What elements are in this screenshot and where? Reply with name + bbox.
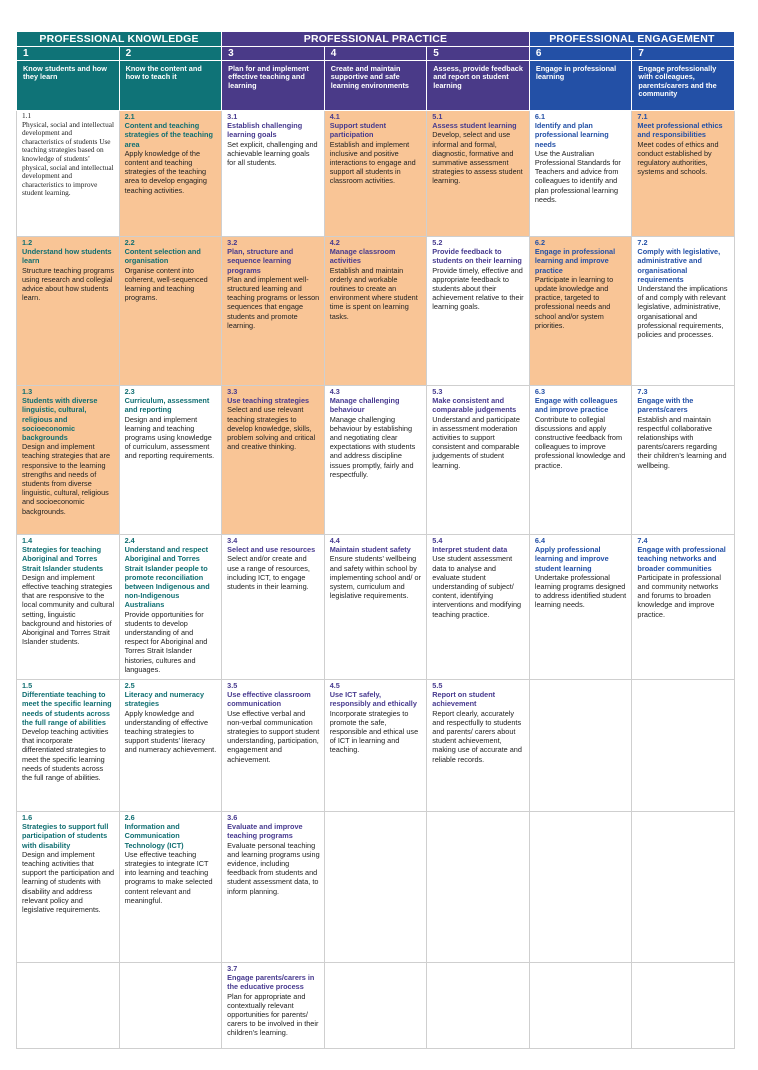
focus-cell [222,680,325,812]
focus-number: 1.1 [22,111,32,120]
empty-cell [17,963,120,1049]
focus-cell [119,680,222,812]
focus-number: 1.3 [22,387,33,396]
focus-row [17,386,735,535]
focus-cell [632,535,735,680]
focus-cell [222,812,325,963]
focus-cell [222,111,325,237]
focus-title: Content selection and organisation [124,247,201,266]
focus-cell [222,535,325,680]
focus-title: Comply with legislative, administrative and organisational requirements [637,247,721,284]
focus-title: Literacy and numeracy strategies [124,690,205,709]
focus-text: Plan for appropriate and contextually relevant opportunities for parents/ carers to be involved in their children’s learning. [227,991,319,1038]
focus-cell [324,680,427,812]
empty-cell [529,680,632,812]
focus-cell [632,237,735,386]
group-professional-practice: PROFESSIONAL PRACTICE [222,32,530,47]
focus-text: Establish and maintain respectful collaborative relationships with parents/carers regarding their children’s learning and wellbeing. [637,414,727,470]
focus-cell [324,111,427,237]
focus-text: Use effective verbal and non-verbal communication strategies to support student understanding, participation, engagement and achievement. [227,708,320,764]
focus-text: Design and implement teaching strategies that are responsive to the learning strengths and needs of students from diverse linguistic, cultural, religious and socioeconomic backgrounds. [22,442,111,516]
focus-number: 3.4 [227,536,238,545]
focus-number: 3.3 [227,387,238,396]
focus-number: 7.1 [637,112,648,121]
focus-title: Meet professional ethics and responsibilities [637,121,723,140]
focus-cell [529,111,632,237]
empty-cell [324,963,427,1049]
focus-text: Structure teaching programs using research and collegial advice about how students learn. [22,265,115,303]
focus-cell [17,386,120,535]
focus-number: 5.3 [432,387,443,396]
focus-cell [632,386,735,535]
focus-number: 3.6 [227,813,238,822]
standard-title: Engage professionally with colleagues, parents/carers and the community [632,61,735,111]
focus-row [17,963,735,1049]
standard-title-row [17,61,735,111]
focus-cell [17,680,120,812]
focus-number: 6.4 [534,536,546,545]
focus-title: Maintain student safety [329,545,411,555]
focus-text: Plan and implement well-structured learning and teaching programs or lesson sequences that engage students and promote learning. [227,274,320,330]
focus-text: Use the Australian Professional Standards for Teachers and advice from colleagues to identify and plan professional learning needs. [534,148,621,204]
standard-title: Know the content and how to teach it [119,61,222,111]
focus-title: Engage with professional teaching networks and broader communities [637,545,726,573]
standard-number: 4 [324,47,427,61]
focus-text: Understand and participate in assessment moderation activities to support consistent and comparable judgements of student learning. [432,414,520,470]
focus-title: Identify and plan professional learning needs [534,121,609,149]
focus-cell [222,386,325,535]
focus-title: Apply professional learning and improve student learning [534,545,609,573]
focus-title: Use ICT safely, responsibly and ethically [329,690,417,709]
empty-cell [632,680,735,812]
focus-number: 1.4 [22,536,33,545]
empty-cell [427,963,530,1049]
standard-number: 5 [427,47,530,61]
focus-title: Strategies to support full participation of students with disability [22,822,109,850]
focus-cell [222,963,325,1049]
focus-title: Use effective classroom communication [227,690,311,709]
focus-title: Manage challenging behaviour [329,396,400,415]
group-professional-engagement: PROFESSIONAL ENGAGEMENT [529,32,734,47]
focus-number: 2.1 [124,112,135,121]
focus-title: Students with diverse linguistic, cultural, religious and socioeconomic backgrounds [22,396,98,443]
focus-cell [529,386,632,535]
focus-text: Ensure students’ wellbeing and safety within school by implementing school and/ or system, curriculum and legislative requirements. [329,554,421,601]
focus-cell [427,535,530,680]
focus-cell [427,386,530,535]
empty-cell [632,963,735,1049]
focus-title: Strategies for teaching Aboriginal and Torres Strait Islander students [22,545,104,573]
focus-cell [427,237,530,386]
focus-text: Contribute to collegial discussions and apply constructive feedback from colleagues to improve professional knowledge and practice. [534,414,626,470]
focus-text: Establish and maintain orderly and workable routines to create an environment where student time is spent on learning tasks. [329,265,418,321]
focus-number: 3.5 [227,681,238,690]
focus-number: 7.2 [637,238,648,247]
focus-text: Provide opportunities for students to develop understanding of and respect for Aboriginal and Torres Strait Islander histories, cultures and languages. [124,609,208,674]
focus-number: 2.4 [124,536,135,545]
focus-text: Participate in learning to update knowledge and practice, targeted to professional needs and school and/or system priorities. [534,274,614,330]
focus-title: Manage classroom activities [329,247,396,266]
focus-title: Evaluate and improve teaching programs [227,822,303,841]
focus-title: Provide feedback to students on their learning [432,247,522,266]
focus-title: Establish challenging learning goals [227,121,303,140]
focus-text: Organise content into coherent, well-sequenced learning and teaching programs. [124,265,208,303]
focus-text: Apply knowledge and understanding of effective teaching strategies to support students’ literacy and numeracy achievement. [124,708,217,755]
focus-cell [119,111,222,237]
focus-number: 1.6 [22,813,33,822]
focus-number: 4.4 [329,536,340,545]
focus-title: Engage in professional learning and improve practice [534,247,616,275]
focus-title: Select and use resources [227,545,316,555]
focus-title: Engage parents/carers in the educative process [227,973,315,992]
focus-cell [17,237,120,386]
focus-cell [119,386,222,535]
standard-title: Engage in professional learning [529,61,632,111]
focus-row [17,237,735,386]
focus-cell [529,237,632,386]
empty-cell [427,812,530,963]
focus-row [17,535,735,680]
focus-title: Make consistent and comparable judgements [432,396,517,415]
focus-cell [324,386,427,535]
empty-cell [119,963,222,1049]
empty-cell [632,812,735,963]
focus-row [17,111,735,237]
standard-title: Create and maintain supportive and safe learning environments [324,61,427,111]
focus-cell [17,812,120,963]
focus-text: Develop, select and use informal and formal, diagnostic, formative and summative assessment strategies to assess student learning. [432,130,523,186]
focus-text: Undertake professional learning programs designed to address identified student learning needs. [534,572,627,610]
standard-number: 6 [529,47,632,61]
focus-cell [427,111,530,237]
focus-text: Manage challenging behaviour by establishing and negotiating clear expectations with students and address discipline issues promptly, fairly and respectfully. [329,414,416,479]
focus-text: Design and implement effective teaching strategies that are responsive to the local community and cultural setting, linguistic background and histories of Aboriginal and Torres Strait Islander students. [22,572,115,647]
focus-row [17,680,735,812]
focus-number: 5.2 [432,238,443,247]
focus-number: 5.4 [432,536,443,545]
focus-cell [119,812,222,963]
focus-text: Design and implement teaching activities that support the participation and learning of students with disability and address relevant policy and legislative requirements. [22,849,115,915]
focus-number: 5.1 [432,112,443,121]
focus-text: Select and/or create and use a range of resources, including ICT, to engage students in their learning. [227,554,310,592]
empty-cell [324,812,427,963]
focus-number: 1.2 [22,238,33,247]
focus-number: 6.1 [534,112,546,121]
focus-cell [427,680,530,812]
focus-cell [17,111,120,237]
focus-number: 2.2 [124,238,135,247]
focus-number: 3.7 [227,964,238,973]
standard-number: 2 [119,47,222,61]
focus-title: Understand and respect Aboriginal and Torres Strait Islander people to promote reconciliation between Indigenous and non-Indigenous Australians [124,545,210,610]
focus-number: 2.5 [124,681,135,690]
focus-number: 2.6 [124,813,135,822]
focus-title: Engage with the parents/carers [637,396,694,415]
focus-title: Content and teaching strategies of the teaching area [124,121,213,149]
focus-cell [324,237,427,386]
focus-cell [119,535,222,680]
focus-number: 3.2 [227,238,238,247]
focus-cell [324,535,427,680]
group-header-row [17,32,735,47]
focus-title: Engage with colleagues and improve practice [534,396,618,415]
focus-cell [17,535,120,680]
focus-number: 1.5 [22,681,33,690]
focus-text: Design and implement learning and teaching programs using knowledge of curriculum, assessment and reporting requirements. [124,414,215,461]
focus-number: 6.3 [534,387,546,396]
focus-cell [119,237,222,386]
standard-title: Assess, provide feedback and report on student learning [427,61,530,111]
focus-number: 5.5 [432,681,443,690]
focus-text: Establish and implement inclusive and positive interactions to engage and support all students in classroom activities. [329,139,416,186]
focus-number: 6.2 [534,238,546,247]
focus-cell [529,535,632,680]
focus-title: Report on student achievement [432,690,496,709]
focus-text: Apply knowledge of the content and teaching strategies of the teaching area to develop engaging teaching activities. [124,148,207,195]
focus-number: 3.1 [227,112,238,121]
focus-number: 2.3 [124,387,135,396]
focus-text: Report clearly, accurately and respectfully to students and parents/ carers about student achievement, making use of accurate and reliable records. [432,708,522,764]
standard-title: Plan for and implement effective teaching and learning [222,61,325,111]
focus-cell [632,111,735,237]
focus-title: Support student participation [329,121,387,140]
focus-title: Curriculum, assessment and reporting [124,396,210,415]
standard-number: 1 [17,47,120,61]
focus-cell [222,237,325,386]
focus-number: 7.3 [637,387,648,396]
focus-title: Use teaching strategies [227,396,310,406]
standards-table [16,31,735,1049]
focus-text: Use student assessment data to analyse and evaluate student understanding of subject/ content, identifying interventions and modifying teaching practice. [432,554,522,619]
focus-number: 7.4 [637,536,648,545]
focus-text: Evaluate personal teaching and learning programs using evidence, including feedback from students and student assessment data, to inform planning. [227,840,320,896]
focus-title: Plan, structure and sequence learning programs [227,247,294,275]
focus-title: Information and Communication Technology (ICT) [124,822,184,850]
focus-row [17,812,735,963]
group-professional-knowledge: PROFESSIONAL KNOWLEDGE [17,32,222,47]
focus-number: 4.5 [329,681,340,690]
focus-number: 4.1 [329,112,340,121]
focus-text: Use effective teaching strategies to integrate ICT into learning and teaching programs to make selected content relevant and meaningful. [124,849,213,905]
focus-title: Understand how students learn [22,247,112,266]
focus-text: Provide timely, effective and appropriate feedback to students about their achievement relative to their learning goals. [432,265,524,312]
focus-text: Physical, social and intellectual development and characteristics of students Use teaching strategies based on knowledge of students’ physical, social and intellectual development and characteristics to improve student learning. [22,119,114,198]
standard-number: 3 [222,47,325,61]
focus-text: Select and use relevant teaching strategies to develop knowledge, skills, problem solving and critical and creative thinking. [227,405,316,452]
standard-number: 7 [632,47,735,61]
standards-sheet [16,31,734,1049]
standard-title: Know students and how they learn [17,61,120,111]
empty-cell [529,963,632,1049]
focus-text: Set explicit, challenging and achievable learning goals for all students. [227,139,318,168]
focus-text: Develop teaching activities that incorporate differentiated strategies to meet the specific learning needs of students across the full range of abilities. [22,727,109,783]
standard-number-row [17,47,735,61]
focus-title: Differentiate teaching to meet the specific learning needs of students across the full range of abilities [22,690,112,727]
focus-title: Interpret student data [432,545,508,555]
empty-cell [529,812,632,963]
focus-number: 4.3 [329,387,340,396]
focus-number: 4.2 [329,238,340,247]
focus-text: Meet codes of ethics and conduct established by regulatory authorities, systems and schools. [637,139,719,177]
focus-text: Participate in professional and community networks and forums to broaden knowledge and improve practice. [637,572,721,619]
focus-text: Understand the implications of and comply with relevant legislative, administrative, organisational and professional requirements, policies and processes. [637,284,728,340]
focus-title: Assess student learning [432,121,517,131]
focus-text: Incorporate strategies to promote the safe, responsible and ethical use of ICT in learning and teaching. [329,708,419,755]
